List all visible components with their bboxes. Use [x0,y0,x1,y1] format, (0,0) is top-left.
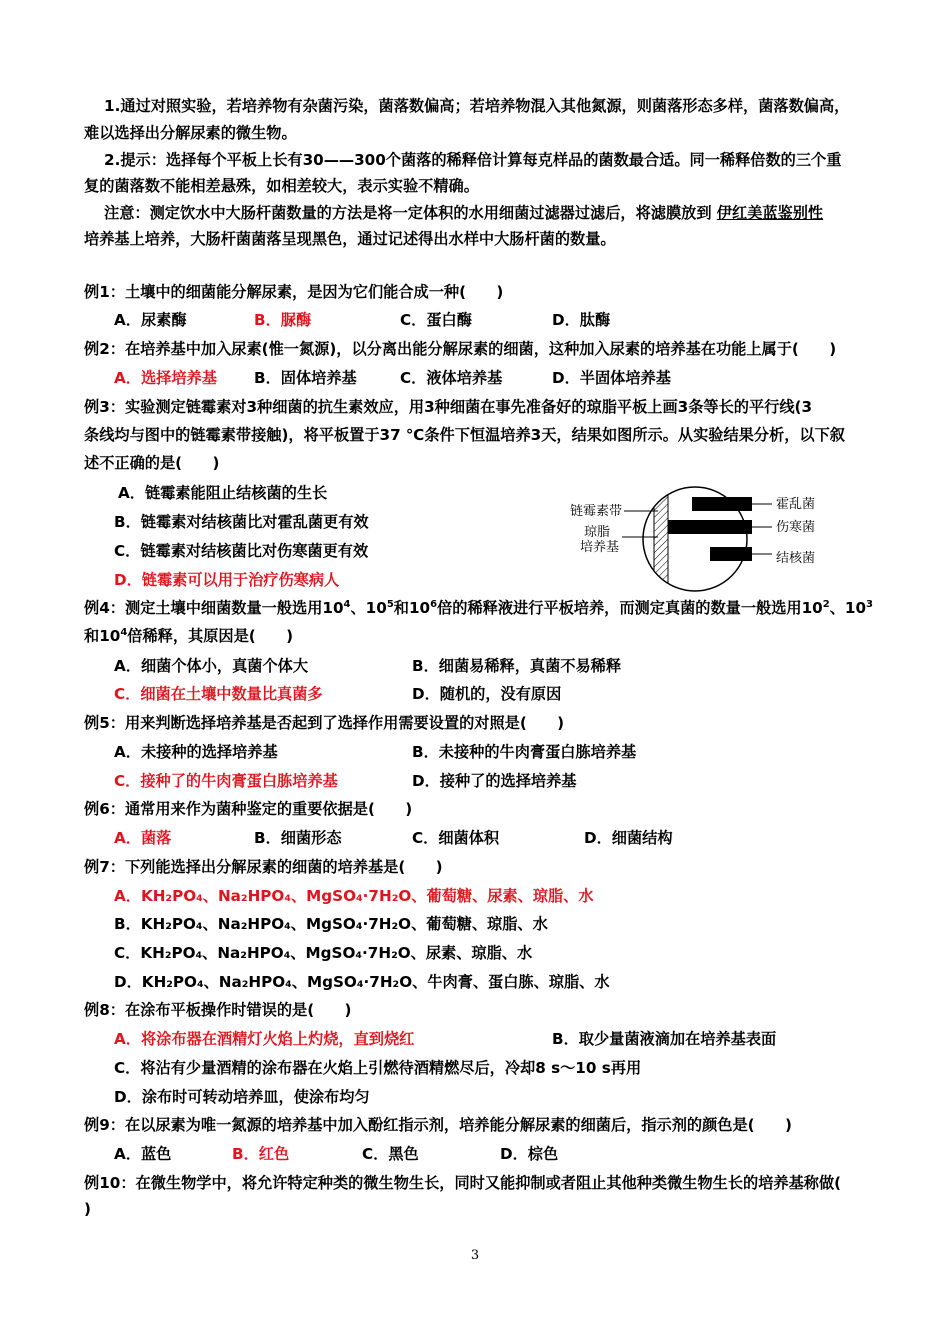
page-number: 3 [470,1248,480,1263]
label-streptomycin-strip: 链霉素带 [570,504,623,519]
q9-option-b-answer: B．红色 [232,1145,290,1163]
q3-stem-line2: 条线均与图中的链霉素带接触)，将平板置于37 ℃条件下恒温培养3天，结果如图所示。从实验结果分析，以下叙 [84,426,845,444]
q10-stem-line2: ) [84,1200,91,1218]
q1-option-b-answer: B．脲酶 [254,311,312,329]
q9-stem: 例9：在以尿素为唯一氮源的培养基中加入酚红指示剂，培养能分解尿素的细菌后，指示剂的颜色是( ) [84,1116,792,1134]
q3-stem-line1: 例3：实验测定链霉素对3种细菌的抗生素效应，用3种细菌在事先准备好的琼脂平板上画3条等长的平行线(3 [84,398,813,416]
streptomycin-plate-figure [560,484,860,594]
q7-option-a-answer: A．KH₂PO₄、Na₂HPO₄、MgSO₄·7H₂O、葡萄糖、尿素、琼脂、水 [114,887,594,905]
q6-option-b: B．细菌形态 [254,829,342,847]
q5-option-a: A．未接种的选择培养基 [114,743,278,761]
q3-option-b: B．链霉素对结核菌比对霍乱菌更有效 [114,513,369,531]
q8-option-a-answer: A．将涂布器在酒精灯火焰上灼烧，直到烧红 [114,1030,415,1048]
q9-option-a: A．蓝色 [114,1145,172,1163]
intro-p3-line2: 培养基上培养，大肠杆菌菌落呈现黑色，通过记述得出水样中大肠杆菌的数量。 [84,230,616,248]
q9-option-d: D．棕色 [500,1145,559,1163]
q4-text-5: 、10 [829,599,867,617]
intro-p3-text: 注意：测定饮水中大肠杆菌数量的方法是将一定体积的水用细菌过滤器过滤后，将滤膜放到 [104,204,717,222]
q8-option-b: B．取少量菌液滴加在培养基表面 [552,1030,777,1048]
q5-option-c-answer: C．接种了的牛肉膏蛋白胨培养基 [114,772,338,790]
intro-p3-line1 [104,203,870,223]
q2-option-a-answer: A．选择培养基 [114,369,217,387]
tb-streak [710,547,752,561]
q6-option-a-answer: A．菌落 [114,829,172,847]
q10-stem-line1: 例10：在微生物学中，将允许特定种类的微生物生长，同时又能抑制或者阻止其他种类微生物生长的培养基称做( [84,1174,842,1192]
q4-text-7: 倍稀释，其原因是( ) [127,627,294,645]
q1-option-c: C．蛋白酶 [400,311,472,329]
q2-option-d: D．半固体培养基 [552,369,671,387]
q2-option-c: C．液体培养基 [400,369,503,387]
intro-p2-line1: 2.提示：选择每个平板上长有30——300个菌落的稀释倍计算每克样品的菌数最合适。同一稀释倍数的三个重 [104,151,842,169]
q5-option-d: D．接种了的选择培养基 [412,772,577,790]
q4-text-1: 例4：测定土壤中细菌数量一般选用10 [84,599,344,617]
typhoid-streak [668,520,752,534]
q9-option-c: C．黑色 [362,1145,419,1163]
q4-text-2: 、10 [350,599,387,617]
q3-option-d-answer: D．链霉素可以用于治疗伤寒病人 [114,571,340,589]
q7-option-c: C．KH₂PO₄、Na₂HPO₄、MgSO₄·7H₂O、尿素、琼脂、水 [114,944,533,962]
q8-option-d: D．涂布时可转动培养皿，使涂布均匀 [114,1088,370,1106]
q4-text-3: 和10 [393,599,431,617]
q4-text-6: 和10 [84,627,121,645]
q6-stem: 例6：通常用来作为菌种鉴定的重要依据是( ) [84,800,413,818]
q4-option-a: A．细菌个体小，真菌个体大 [114,657,309,675]
q7-option-d: D．KH₂PO₄、Na₂HPO₄、MgSO₄·7H₂O、牛肉膏、蛋白胨、琼脂、水 [114,973,610,991]
label-tb: 结核菌 [776,551,816,566]
q1-option-d: D．肽酶 [552,311,611,329]
intro-p3-underlined: 伊红美蓝鉴别性 [716,204,824,222]
q5-option-b: B．未接种的牛肉膏蛋白胨培养基 [412,743,637,761]
q4-option-d: D．随机的，没有原因 [412,685,562,703]
label-typhoid: 伤寒菌 [776,520,816,535]
intro-p1-line2: 难以选择出分解尿素的微生物。 [84,124,297,142]
q7-option-b: B．KH₂PO₄、Na₂HPO₄、MgSO₄·7H₂O、葡萄糖、琼脂、水 [114,915,548,933]
q4-sup-6: 6 [430,598,438,610]
q4-sup-4b: 4 [120,626,128,638]
streptomycin-strip [654,484,668,594]
q2-option-b: B．固体培养基 [254,369,357,387]
q4-option-c-answer: C．细菌在土壤中数量比真菌多 [114,685,323,703]
q5-stem: 例5：用来判断选择培养基是否起到了选择作用需要设置的对照是( ) [84,714,565,732]
label-agar-2: 培养基 [580,540,620,555]
q4-sup-5: 5 [386,598,394,610]
q4-sup-3: 3 [866,598,873,610]
q4-option-b: B．细菌易稀释，真菌不易稀释 [412,657,622,675]
intro-p2-line2: 复的菌落数不能相差悬殊，如相差较大，表示实验不精确。 [84,177,479,195]
q7-stem: 例7：下列能选择出分解尿素的细菌的培养基是( ) [84,858,443,876]
q2-stem: 例2：在培养基中加入尿素(惟一氮源)，以分离出能分解尿素的细菌，这种加入尿素的培养基在功能上属于( ) [84,340,837,358]
q4-stem-line1 [84,598,873,618]
q8-option-c: C．将沾有少量酒精的涂布器在火焰上引燃待酒精燃尽后，冷却8 s～10 s再用 [114,1059,642,1077]
q8-stem: 例8：在涂布平板操作时错误的是( ) [84,1001,352,1019]
label-cholera: 霍乱菌 [776,497,816,512]
q4-stem-line2 [84,626,870,646]
q6-option-c: C．细菌体积 [412,829,500,847]
label-agar-1: 琼脂 [584,525,611,540]
q4-sup-4: 4 [343,598,351,610]
cholera-streak [692,497,752,511]
q3-option-c: C．链霉素对结核菌比对伤寒菌更有效 [114,542,369,560]
q6-option-d: D．细菌结构 [584,829,673,847]
q3-stem-line3: 述不正确的是( ) [84,454,220,472]
intro-p1-line1: 1.通过对照实验，若培养物有杂菌污染，菌落数偏高；若培养物混入其他氮源，则菌落形态多样，菌落数偏高， [104,97,850,115]
q3-option-a: A．链霉素能阻止结核菌的生长 [118,484,328,502]
q1-option-a: A．尿素酶 [114,311,187,329]
q4-text-4: 倍的稀释液进行平板培养，而测定真菌的数量一般选用10 [437,599,823,617]
q1-stem: 例1：土壤中的细菌能分解尿素，是因为它们能合成一种( ) [84,283,504,301]
q4-sup-2: 2 [822,598,830,610]
